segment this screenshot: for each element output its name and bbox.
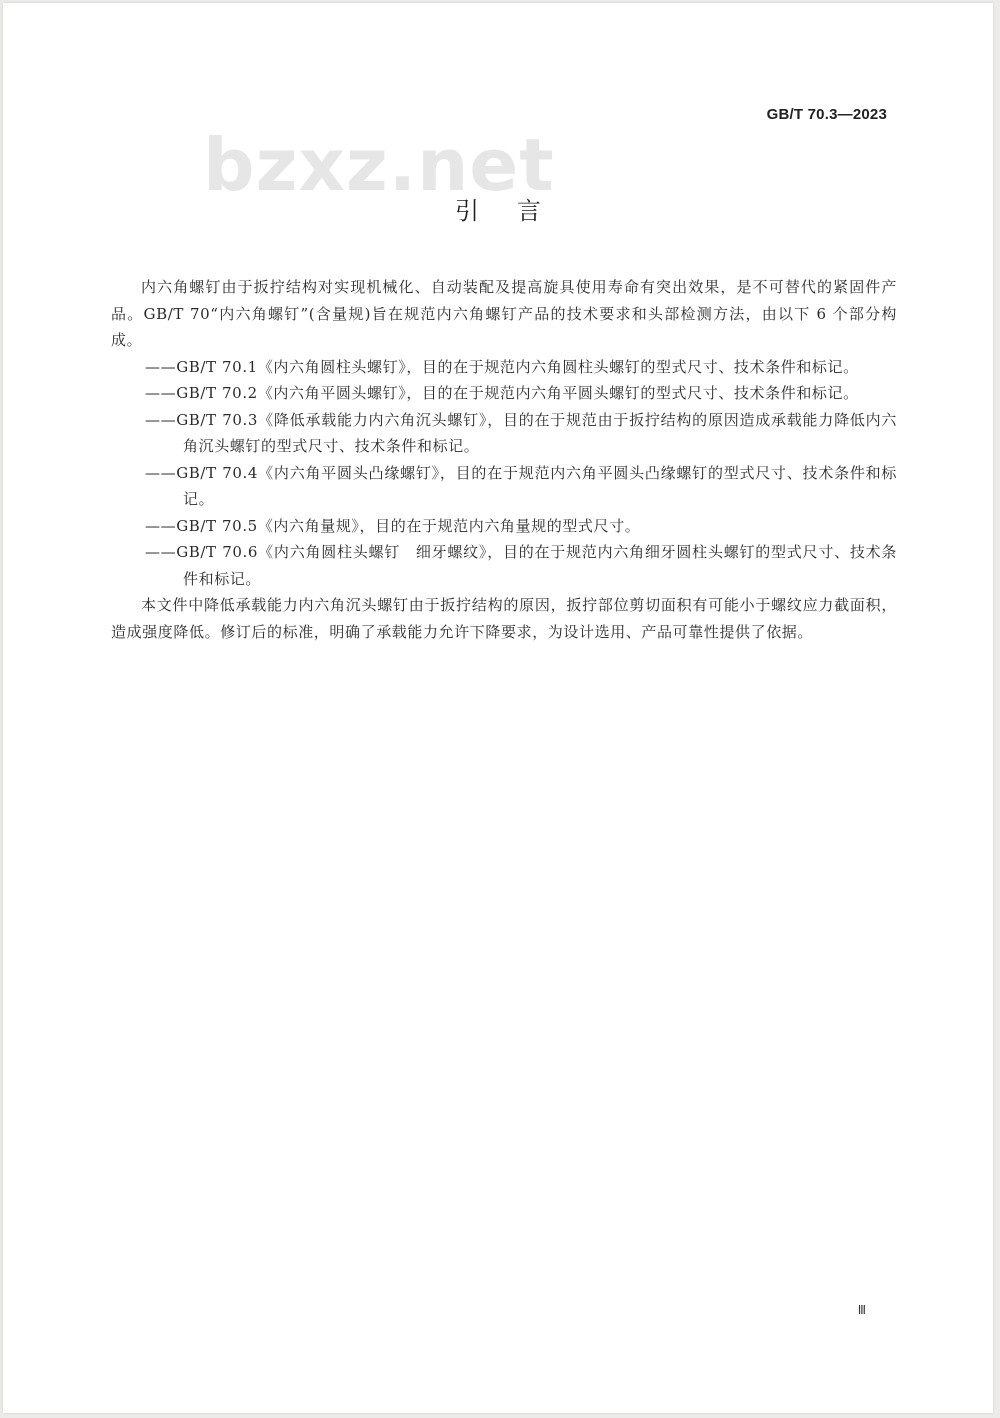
closing-paragraph: 本文件中降低承载能力内六角沉头螺钉由于扳拧结构的原因，扳拧部位剪切面积有可能小于螺纹应力截面积，造成强度降低。修订后的标准，明确了承载能力允许下降要求，为设计选用、产品可靠性提供了依据。 [111, 596, 897, 641]
list-item-part-4: ——GB/T 70.4《内六角平圆头凸缘螺钉》，目的在于规范内六角平圆头凸缘螺钉的型式尺寸、技术条件和标记。 [145, 463, 897, 508]
standard-number: GB/T 70.3—2023 [766, 106, 887, 123]
list-item-part-1: ——GB/T 70.1《内六角圆柱头螺钉》，目的在于规范内六角圆柱头螺钉的型式尺寸、技术条件和标记。 [145, 357, 859, 376]
document-body [111, 274, 897, 645]
list-item-part-6: ——GB/T 70.6《内六角圆柱头螺钉 细牙螺纹》，目的在于规范内六角细牙圆柱头螺钉的型式尺寸、技术条件和标记。 [145, 543, 897, 588]
list-item-part-5: ——GB/T 70.5《内六角量规》，目的在于规范内六角量规的型式尺寸。 [145, 516, 641, 535]
intro-paragraph: 内六角螺钉由于扳拧结构对实现机械化、自动装配及提高旋具使用寿命有突出效果，是不可替代的紧固件产品。GB/T 70“内六角螺钉”(含量规)旨在规范内六角螺钉产品的技术要求和头部检测方法，由以下 6 个部分构成。 [111, 278, 897, 349]
document-page [3, 3, 993, 1413]
list-item-part-3: ——GB/T 70.3《降低承载能力内六角沉头螺钉》，目的在于规范由于扳拧结构的原因造成承载能力降低内六角沉头螺钉的型式尺寸、技术条件和标记。 [145, 410, 897, 455]
page-title: 引言 [455, 197, 579, 225]
list-item-part-2: ——GB/T 70.2《内六角平圆头螺钉》，目的在于规范内六角平圆头螺钉的型式尺寸、技术条件和标记。 [145, 384, 859, 402]
watermark-logo: bzxz.net [203, 123, 555, 207]
page-number: Ⅲ [857, 1303, 866, 1317]
